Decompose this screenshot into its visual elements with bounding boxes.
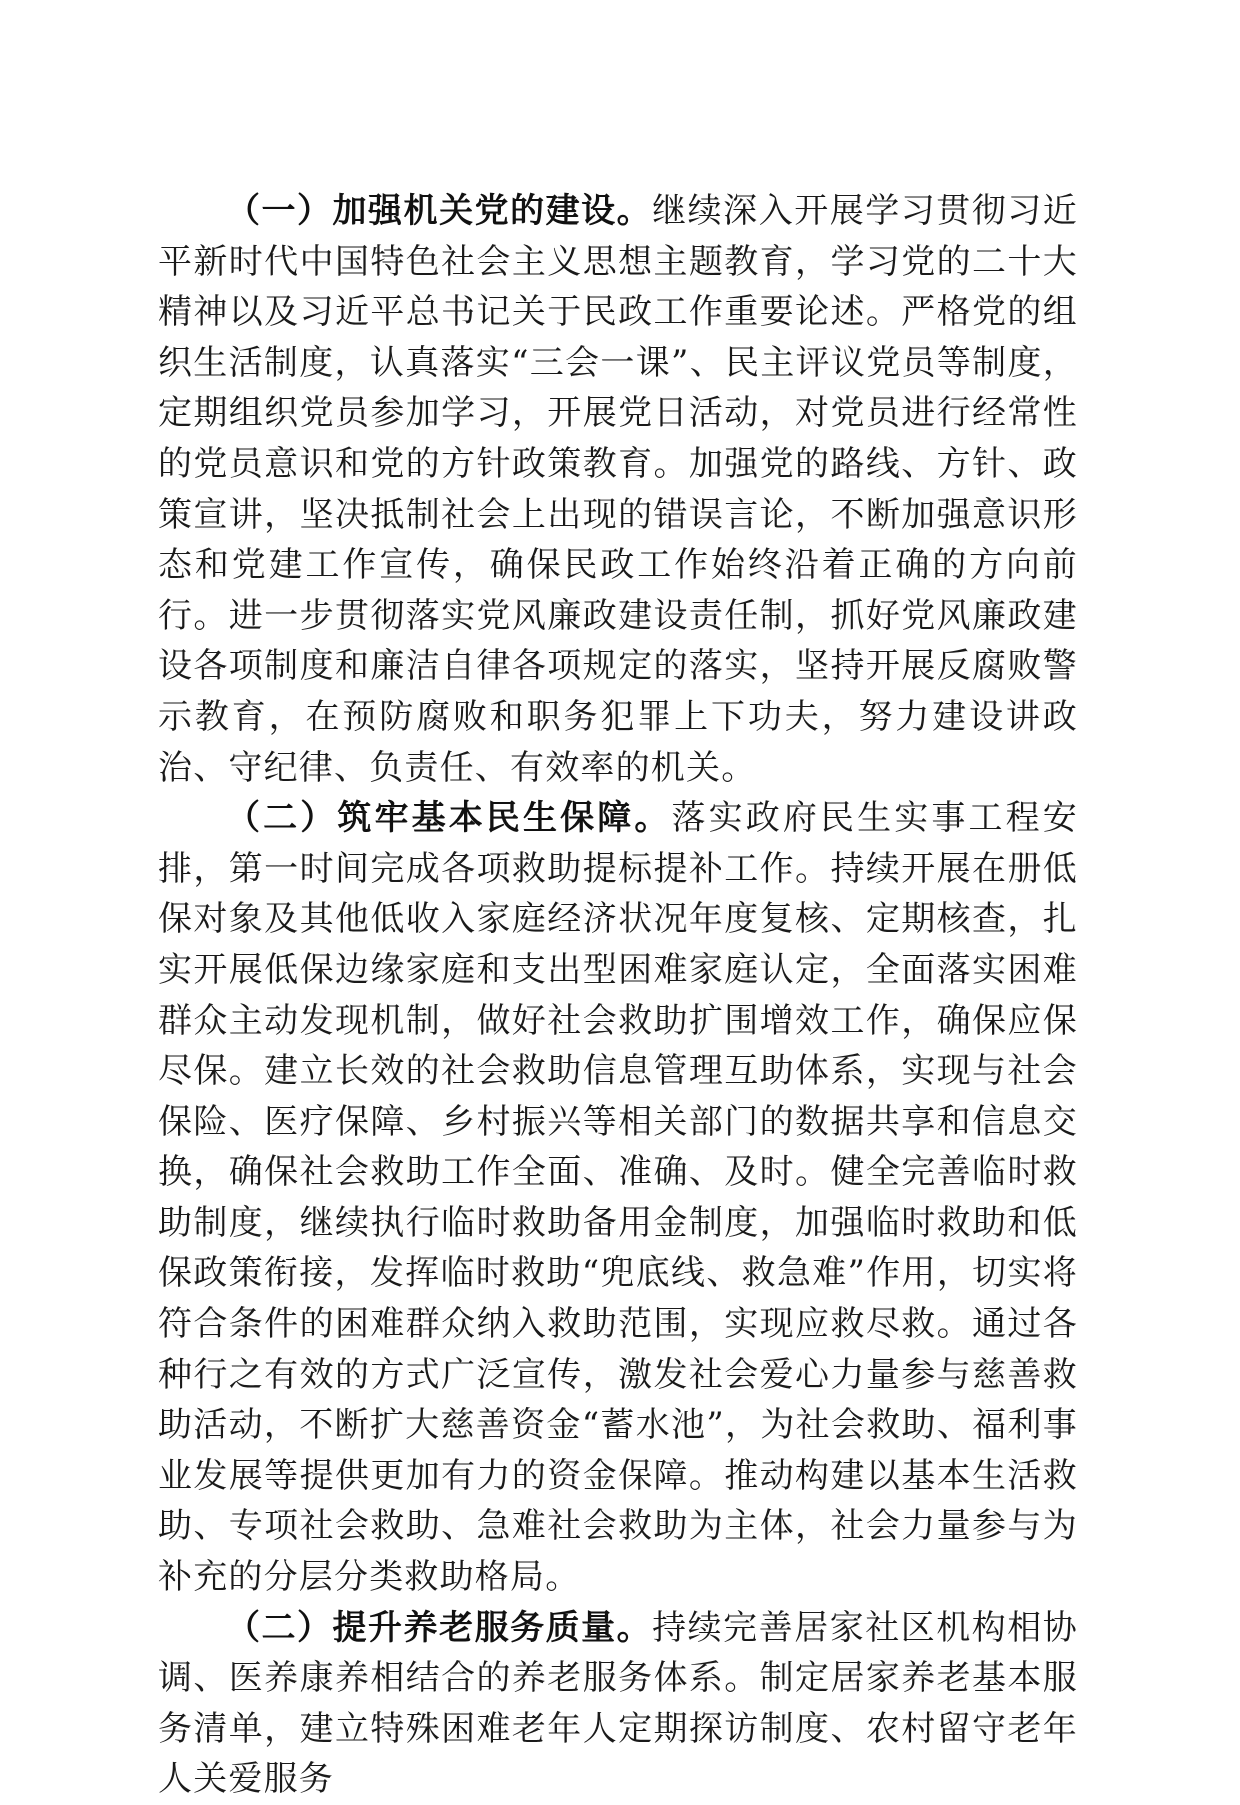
section-body: 落实政府民生实事工程安排，第一时间完成各项救助提标提补工作。持续开展在册低保对象及其他低收入家庭经济状况年度复核、定期核查，扎实开展低保边缘家庭和支出型困难家庭认定，全面落实困难群众主动发现机制，做好社会救助扩围增效工作，确保应保尽保。建立长效的社会救助信息管理互助体系，实现与社会保险、医疗保障、乡村振兴等相关部门的数据共享和信息交换，确保社会救助工作全面、准确、及时。健全完善临时救助制度，继续执行临时救助备用金制度，加强临时救助和低保政策衔接，发挥临时救助“兜底线、救急难”作用，切实将符合条件的困难群众纳入救助范围，实现应救尽救。通过各种行之有效的方式广泛宣传，激发社会爱心力量参与慈善救助活动，不断扩大慈善资金“蓄水池”，为社会救助、福利事业发展等提供更加有力的资金保障。推动构建以基本生活救助、专项社会救助、急难社会救助为主体，社会力量参与为补充的分层分类救助格局。 [158,798,1078,1598]
section-heading: （一）加强机关党的建设。 [226,191,653,231]
section-body: 持续完善居家社区机构相协调、医养康养相结合的养老服务体系。制定居家养老基本服务清单，建立特殊困难老年人定期探访制度、农村留守老年人关爱服务 [158,1607,1078,1800]
section-elderly-care [158,1603,1078,1805]
section-party-building [158,186,1078,793]
document-body [158,186,1078,1805]
section-heading: （二）筑牢基本民生保障。 [226,798,672,839]
section-heading: （二）提升养老服务质量。 [226,1607,653,1648]
section-body: 继续深入开展学习贯彻习近平新时代中国特色社会主义思想主题教育，学习党的二十大精神以及习近平总书记关于民政工作重要论述。严格党的组织生活制度，认真落实“三会一课”、民主评议党员等制度，定期组织党员参加学习，开展党日活动，对党员进行经常性的党员意识和党的方针政策教育。加强党的路线、方针、政策宣讲，坚决抵制社会上出现的错误言论，不断加强意识形态和党建工作宣传，确保民政工作始终沿着正确的方向前行。进一步贯彻落实党风廉政建设责任制，抓好党风廉政建设各项制度和廉洁自律各项规定的落实，坚持开展反腐败警示教育，在预防腐败和职务犯罪上下功夫，努力建设讲政治、守纪律、负责任、有效率的机关。 [158,191,1078,788]
section-livelihood-security [158,793,1078,1603]
